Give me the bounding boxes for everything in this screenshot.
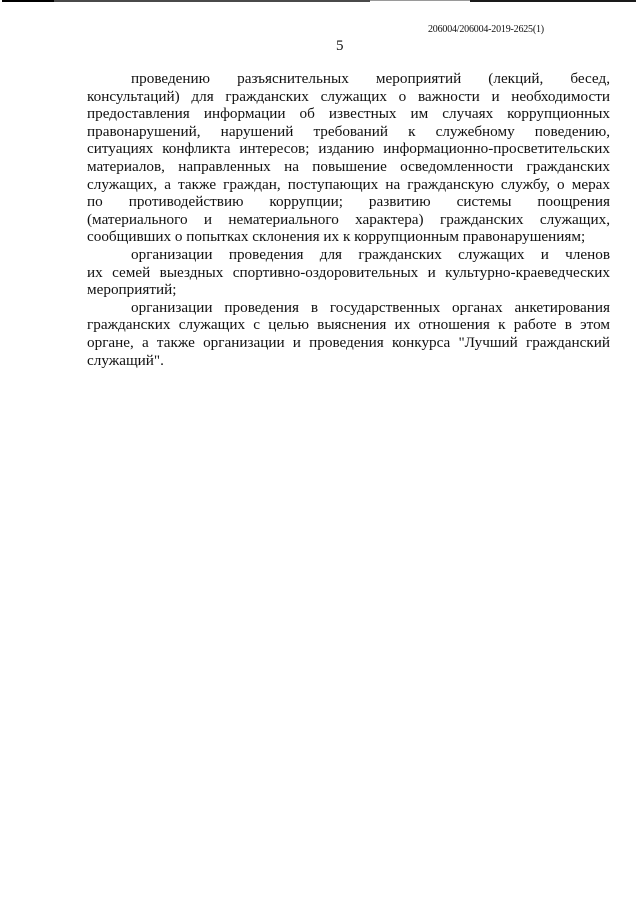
paragraph-1-line-4: правонарушений, нарушений требований к служебному поведению, bbox=[87, 122, 610, 140]
scan-edge-light-segment bbox=[370, 0, 470, 1]
document-body bbox=[87, 70, 610, 369]
document-registration-code: 206004/206004-2019-2625(1) bbox=[428, 24, 544, 35]
paragraph-3-line-3: органе, а также организации и проведения конкурса "Лучший гражданский bbox=[87, 333, 610, 351]
paragraph-1-line-8: по противодействию коррупции; развитию системы поощрения bbox=[87, 193, 610, 211]
paragraph-2-line-1: организации проведения для гражданских служащих и членов bbox=[131, 245, 610, 263]
paragraph-2-line-3: мероприятий; bbox=[87, 281, 177, 299]
paragraph-3-line-4: служащий". bbox=[87, 351, 164, 369]
page-number: 5 bbox=[336, 38, 344, 54]
scan-edge-right-segment bbox=[470, 0, 636, 2]
paragraph-1-line-5: ситуациях конфликта интересов; изданию информационно-просветительских bbox=[87, 140, 610, 158]
paragraph-2-line-2: их семей выездных спортивно-оздоровительных и культурно-краеведческих bbox=[87, 263, 610, 281]
paragraph-1-line-7: служащих, а также граждан, поступающих на гражданскую службу, о мерах bbox=[87, 175, 610, 193]
paragraph-1-line-3: предоставления информации об известных им случаях коррупционных bbox=[87, 105, 610, 123]
paragraph-1-line-9: (материального и нематериального характера) гражданских служащих, bbox=[87, 210, 610, 228]
scan-edge-bar bbox=[0, 0, 640, 3]
scan-edge-mid-segment bbox=[54, 0, 370, 2]
paragraph-3-line-1: организации проведения в государственных органах анкетирования bbox=[131, 298, 610, 316]
scan-edge-dark-segment bbox=[2, 0, 54, 2]
paragraph-1-line-6: материалов, направленных на повышение осведомленности гражданских bbox=[87, 157, 610, 175]
paragraph-1-line-10: сообщивших о попытках склонения их к коррупционным правонарушениям; bbox=[87, 228, 586, 246]
paragraph-3-line-2: гражданских служащих с целью выяснения их отношения к работе в этом bbox=[87, 316, 610, 334]
paragraph-1-line-2: консультаций) для гражданских служащих о важности и необходимости bbox=[87, 87, 610, 105]
paragraph-1-line-1: проведению разъяснительных мероприятий (лекций, бесед, bbox=[131, 70, 610, 87]
